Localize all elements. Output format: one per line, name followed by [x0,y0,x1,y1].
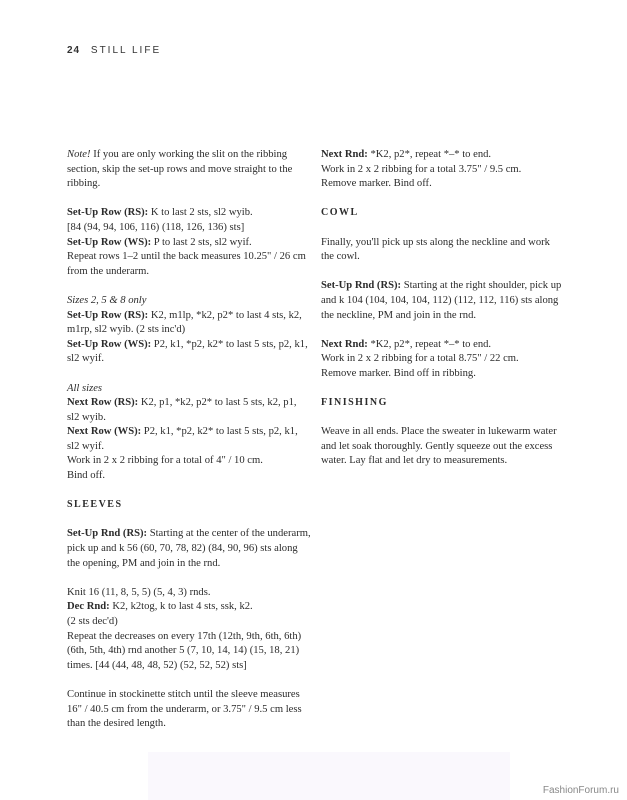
cowl-intro: Finally, you'll pick up sts along the neckline and work the cowl. [321,236,550,263]
finishing-text: Weave in all ends. Place the sweater in lukewarm water and let soak thoroughly. Gently squeeze out the excess water. Lay flat and let dry to measurements. [321,426,557,467]
sizes-ws-label: Set-Up Row (WS): [67,338,152,350]
setup-ws-text: P to last 2 sts, sl2 wyif. [151,236,252,248]
sleeves-setup [67,527,311,571]
sizes-rs-text: K2, m1lp, *k2, p2* to last 4 sts, k2, m1rp, sl2 wyib. (2 sts inc'd) [67,309,302,336]
sizes-ws-text: P2, k1, *p2, k2* to last 5 sts, p2, k1, sl2 wyif. [67,338,308,365]
right-column [321,148,565,484]
remove-marker-2: Remove marker. Bind off in ribbing. [321,367,476,379]
work-875: Work in 2 x 2 ribbing for a total 8.75" / 22 cm. [321,353,519,365]
dec-repeat: Repeat the decreases on every 17th (12th, 9th, 6th, 6th) (6th, 5th, 4th) rnd another 5 (7, 10, 14, 14) (15, 18, 21) times. [44 (44, 48, 48, 52) (52, 52, 52) sts] [67,630,302,671]
cowl-setup-text: Starting at the right shoulder, pick up and k 104 (104, 104, 104, 112) (112, 112, 116) sts along the neckline, PM and join in the rnd. [321,280,562,321]
work-ribbing: Work in 2 x 2 ribbing for a total of 4" / 10 cm. [67,455,263,467]
next-rs-text: K2, p1, *k2, p2* to last 5 sts, k2, p1, sl2 wyib. [67,397,297,423]
cowl-intro-block [321,236,565,265]
cowl-next-label: Next Rnd: [321,338,368,350]
note-text: If you are only working the slit on the ribbing section, skip the set-up rows and move straight to the ribbing. [67,149,293,190]
next-rnd-text: *K2, p2*, repeat *–* to end. [367,149,492,160]
next-ws-label: Next Row (WS): [67,426,142,438]
note-lead: Note! [67,149,91,160]
finishing-heading: FINISHING [321,397,388,409]
setup-ws-label: Set-Up Row (WS): [67,236,152,248]
dec-label: Dec Rnd: [67,601,110,613]
next-ws-text: P2, k1, *p2, k2* to last 5 sts, p2, k1, sl2 wyif. [67,426,298,452]
knit-rnds: Knit 16 (11, 8, 5, 5) (5, 4, 3) rnds. [67,586,211,598]
sizes-heading: Sizes 2, 5 & 8 only [67,294,147,306]
running-title: STILL LIFE [90,45,162,56]
running-header [67,45,161,56]
sizes-block [67,294,311,367]
cowl-next-block [321,338,565,382]
next-rnd-block [321,148,565,192]
dec-note: (2 sts dec'd) [67,616,118,627]
footer-band [148,752,510,800]
all-sizes-heading: All sizes [67,382,103,394]
decrease-block [67,586,311,674]
cowl-heading: COWL [321,207,359,219]
setup-rows-block [67,206,311,279]
setup-rs-label: Set-Up Row (RS): [67,207,149,219]
sizes-rs-label: Set-Up Row (RS): [67,309,149,321]
continue-text: Continue in stockinette stitch until the sleeve measures 16" / 40.5 cm from the underarm, or 3.75" / 9.5 cm less than the desired length. [67,688,302,730]
bind-off: Bind off. [67,470,106,482]
cowl-next-text: *K2, p2*, repeat *–* to end. [367,338,492,350]
dec-text: K2, k2tog, k to last 4 sts, ssk, k2. [109,601,253,613]
cowl-setup-label: Set-Up Rnd (RS): [321,280,402,292]
repeat-rows: Repeat rows 1–2 until the back measures 10.25" / 26 cm from the underarm. [67,251,306,277]
work-375: Work in 2 x 2 ribbing for a total 3.75" / 9.5 cm. [321,163,522,175]
watermark: FashionForum.ru [542,785,619,796]
setup-rs-text: K to last 2 sts, sl2 wyib. [148,207,253,219]
cowl-setup-block [321,279,565,323]
sleeves-heading: SLEEVES [67,499,123,511]
finishing-block [321,425,565,469]
sleeves-setup-text: Starting at the center of the underarm, pick up and k 56 (60, 70, 78, 82) (84, 90, 96) sts along the opening, PM and join in the rnd. [67,528,311,569]
sleeves-setup-label: Set-Up Rnd (RS): [67,528,148,540]
next-rs-label: Next Row (RS): [67,397,139,409]
setup-rs-counts: [84 (94, 94, 106, 116) (118, 126, 136) sts] [67,221,245,233]
left-column [67,148,311,746]
continue-block [67,688,311,732]
note-paragraph [67,148,311,192]
all-sizes-block [67,382,311,484]
page-number: 24 [67,45,81,56]
remove-marker-1: Remove marker. Bind off. [321,178,432,190]
next-rnd-label: Next Rnd: [321,149,368,160]
